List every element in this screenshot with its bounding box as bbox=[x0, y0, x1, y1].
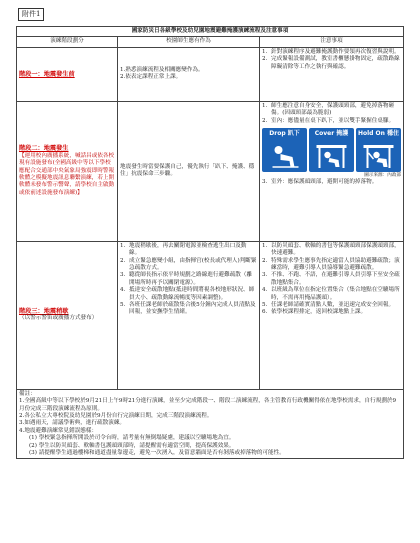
stage-cell-3 bbox=[17, 241, 118, 389]
drop-panel bbox=[262, 128, 307, 172]
person-holding-table-icon bbox=[356, 137, 401, 172]
cover-label: Cover 掩護 bbox=[314, 130, 349, 138]
flow-item: 1. 地震稍歇後，再去關閉電源並檢查逃生出口及動線。 bbox=[120, 242, 247, 257]
header-row bbox=[17, 37, 404, 47]
remark-item: 2.各公私立大專校院及幼兒園於9月份自行完演練日期，完成三階段演練流程。 bbox=[19, 413, 213, 420]
remark-subitem: (3) 請提醒學生通過樓梯和通道盡量靠邊走，避免一次湧入，及留意牆面是否有剝落或掉落物的可能性。 bbox=[29, 450, 285, 457]
note-item: 2. 完成緊報設備測試，教室書櫃懸掛物固定，疏散路線障礙清除等工作之執行與確認。 bbox=[262, 56, 400, 70]
remarks-label: 備註： bbox=[19, 390, 36, 397]
remark-item: 3.如遇雨天，請議學術典，進行疏散演練。 bbox=[19, 420, 126, 427]
stage-description: 【運用校內廣播系統，喊話昌或依各校現有設施發布(全國高級中等以下學校應配合交通部中央氣象局強震即時警報軟體之模擬地震訊息聯繫演練，若上開軟體未發布警示響聲，請學校自主啟動或依前述設施發布演練)】 bbox=[19, 152, 115, 196]
stage-title: 階段一：地震發生前 bbox=[19, 70, 75, 78]
flow-item: 1.熟悉演練流程及相關應變作為。 bbox=[120, 66, 204, 73]
header-stage: 演練階段劃分 bbox=[17, 37, 118, 47]
flow-item: 2. 成立緊急應變小組，由指揮官(校長或代理人)判斷緊急疏散方式。 bbox=[120, 257, 257, 272]
flow-item: 地震發生時當要保護自己，優先執行「趴下、掩護、穩住」抗震保命三步驟。 bbox=[120, 163, 255, 178]
cover-panel bbox=[309, 128, 354, 172]
header-notes: 注意事項 bbox=[260, 37, 404, 47]
note-item: 5. 任課老師請確實清點人數，並迅速完成安全回報。 bbox=[262, 302, 395, 309]
stage-title: 階段三：地震稍歇 bbox=[19, 307, 69, 315]
drop-label: Drop 趴下 bbox=[269, 130, 300, 138]
stage-title: 階段二：地震發生 bbox=[19, 145, 69, 153]
image-credit: 圖示來源：內政部 bbox=[364, 173, 402, 179]
person-under-table-icon bbox=[309, 137, 354, 172]
notes-cell-1 bbox=[260, 47, 404, 101]
flow-item: 2.依表定課程正常上課。 bbox=[120, 74, 182, 81]
stage-row-3 bbox=[17, 241, 404, 389]
hold-on-panel bbox=[356, 128, 401, 172]
remarks-row bbox=[17, 389, 404, 459]
drop-cover-hold-illustration bbox=[262, 128, 401, 172]
remark-subitem: (2) 學生以防災頭套、軟軸書包護頭頸部時，請提醒需有適當空間，提高保護效果。 bbox=[29, 442, 235, 449]
flow-cell-2 bbox=[118, 101, 260, 241]
note-item: 6. 依學校課程排定，返回校課地點上課。 bbox=[262, 309, 367, 316]
stage-row-2 bbox=[17, 101, 404, 241]
remark-item: 4.地震避難演練常見錯誤態樣： bbox=[19, 427, 98, 434]
title-row bbox=[17, 27, 404, 37]
remark-subitem: (1) 學校緊急指揮所開設於司令台時，請考量有無倒塌疑慮，建議以空曠場地為宜。 bbox=[29, 435, 235, 442]
stage-row-1 bbox=[17, 47, 404, 101]
remark-item: 1.全國高級中等以下學校於9月21日上午9時21分進行演練，並至少完成階段一、階段二演練流程，各主管教育行政機關得依在地學校需求，自行規劃於9月份完成三階段演練流程為原則。 bbox=[19, 398, 397, 412]
flow-item: 5. 各班任課老師於疏散集合後5分鐘內完成人員清點及回報，並安撫學生情緒。 bbox=[120, 302, 256, 316]
stage-cell-1 bbox=[17, 47, 118, 101]
flow-item: 3. 聽從師長指示依平時規劃之路線進行避難疏散（離開場所時再予以關閉電源）。 bbox=[120, 272, 253, 286]
note-item: 1. 針對演練程序及避難掩護動作要領再次復習與說明。 bbox=[262, 48, 400, 55]
crouching-person-icon bbox=[262, 137, 307, 172]
note-item: 3. 室外：應保護頭頸部，避開可能的掉落物。 bbox=[262, 179, 378, 186]
notes-cell-3 bbox=[260, 241, 404, 389]
flow-item: 4. 抵達安全疏散地點(抵達時間將視各校地形狀況、師員大小、疏散動線流暢度等因素調整)。 bbox=[120, 287, 255, 301]
note-item: 1. 師生應注意自身安全，保護頭頸部，避免掉落物砸傷。(因頭頸部最為脆弱) bbox=[262, 102, 395, 117]
attachment-label: 附件1 bbox=[18, 8, 44, 21]
document-title: 國家防災日各級學校及幼兒園地震避難掩護演練流程及注意事項 bbox=[17, 27, 404, 37]
note-item: 2. 室內：應儘量在桌下趴下，並以雙手緊握住桌腳。 bbox=[262, 117, 395, 124]
note-item: 3. 不推、不跑、不語，在避難引導人員引導下至安全疏散地點集合。 bbox=[262, 272, 400, 286]
note-item: 1. 以防災頭套、軟軸的書包等保護頭頸部保護頭頸部，快速避難。 bbox=[262, 242, 400, 257]
stage-description: （以警示警笛或廣播方式發布） bbox=[19, 315, 98, 322]
note-item: 2. 特殊需求學生應事先指定適當人員協助避難疏散；演練當時，避難引導人員協導緊急避難疏散。 bbox=[262, 257, 400, 272]
header-flow: 校園師生應有作為 bbox=[118, 37, 260, 47]
note-item: 4. 以班級為單位在指定位置集合（集合地點在空曠場所時，不需再用掩品護頭）。 bbox=[262, 287, 400, 301]
notes-cell-2 bbox=[260, 101, 404, 241]
flow-cell-3 bbox=[118, 241, 260, 389]
flow-cell-1 bbox=[118, 47, 260, 101]
hold-on-label: Hold On 穩住 bbox=[357, 130, 400, 138]
drill-procedure-table bbox=[16, 26, 404, 459]
stage-cell-2 bbox=[17, 101, 118, 241]
remarks-cell bbox=[17, 389, 404, 459]
